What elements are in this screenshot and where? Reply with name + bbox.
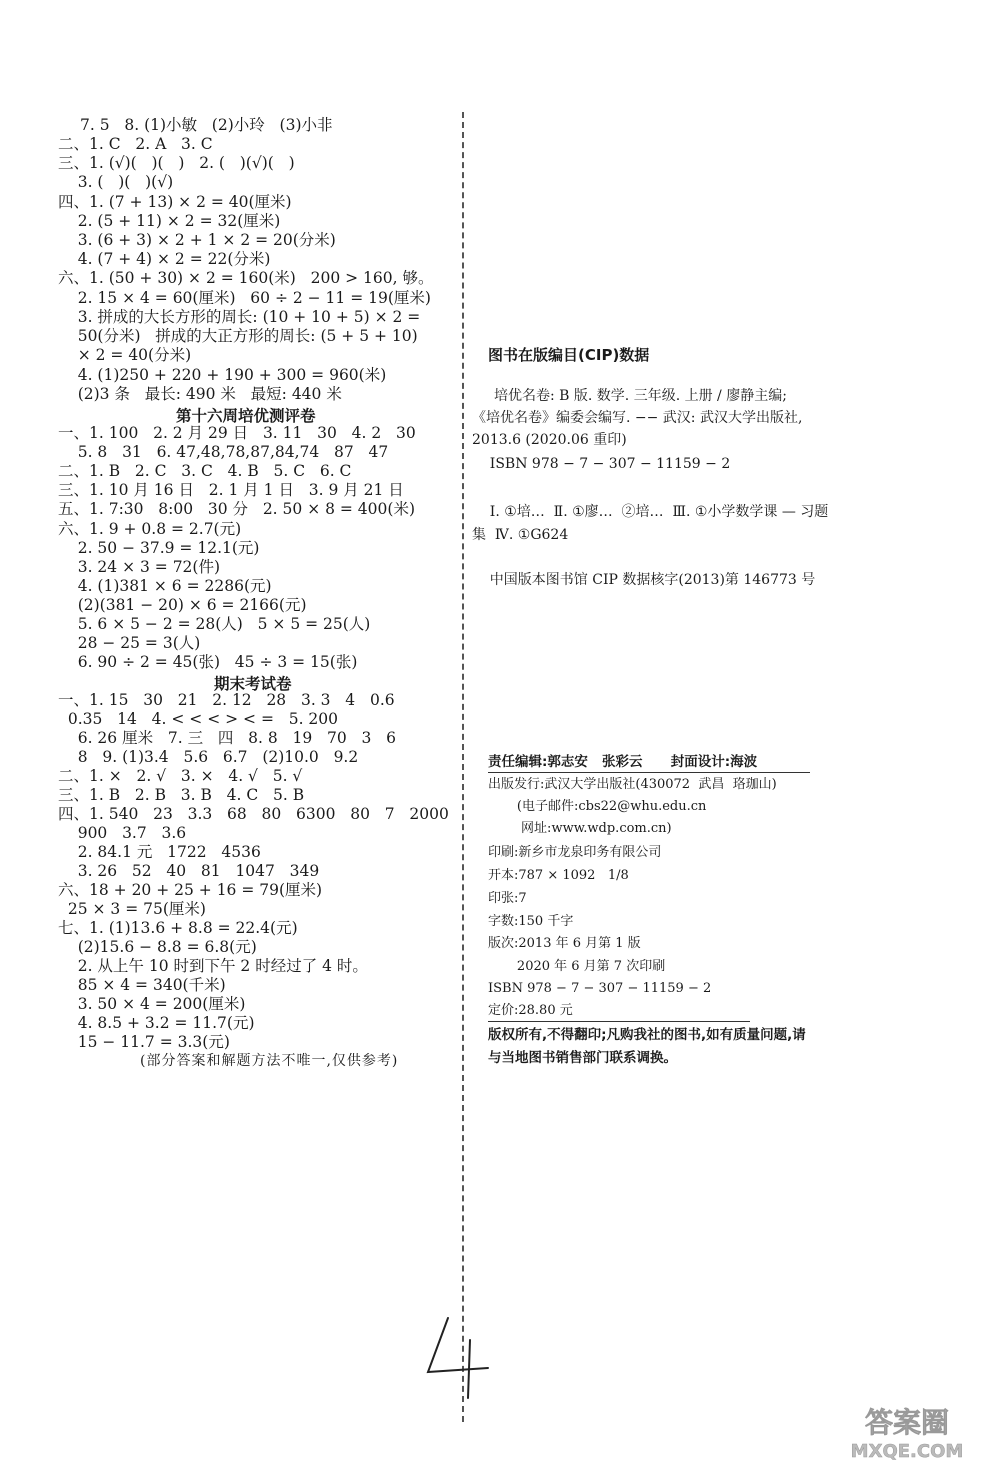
publisher-line: (电子邮件:cbs22@whu.edu.cn xyxy=(488,799,707,814)
section-heading-week16: 第十六周培优测评卷 xyxy=(176,407,316,425)
footnote: (部分答案和解题方法不唯一,仅供参考) xyxy=(140,1053,399,1069)
publisher-line: 出版发行:武汉大学出版社(430072 武昌 珞珈山) xyxy=(488,777,777,792)
answer-line: (2)(381 − 20) × 6 = 2166(元) xyxy=(58,596,307,614)
answer-line: 0.35 14 4. < < < > < = 5. 200 xyxy=(58,710,339,728)
copyright-line: 与当地图书销售部门联系调换。 xyxy=(488,1050,677,1066)
classification-line: Ⅰ. ①培… Ⅱ. ①廖… ②培… Ⅲ. ①小学数学课 — 习题 xyxy=(472,504,829,520)
price-line: 定价:28.80 元 xyxy=(488,1001,750,1022)
answer-line: 六、1. 9 + 0.8 = 2.7(元) xyxy=(58,520,242,538)
answer-line: 7. 5 8. (1)小敏 (2)小玲 (3)小非 xyxy=(80,116,333,134)
answer-line: 2. 84.1 元 1722 4536 xyxy=(58,843,261,861)
publisher-line: 印刷:新乡市龙泉印务有限公司 xyxy=(488,845,662,860)
cip-title: 图书在版编目(CIP)数据 xyxy=(488,346,650,364)
watermark-text-top: 答案圈 xyxy=(864,1406,950,1439)
answer-line: 6. 26 厘米 7. 三 四 8. 8 19 70 3 6 xyxy=(58,729,397,747)
answer-line: 3. ( )( )(√) xyxy=(58,173,174,191)
publisher-line: 2020 年 6 月第 7 次印刷 xyxy=(488,959,666,974)
answer-line: 4. (1)250 + 220 + 190 + 300 = 960(米) xyxy=(58,366,387,384)
publisher-line: 印张:7 xyxy=(488,891,527,906)
answer-line: 四、1. (7 + 13) × 2 = 40(厘米) xyxy=(58,193,292,211)
publisher-line: 版次:2013 年 6 月第 1 版 xyxy=(488,936,641,951)
publisher-line: 开本:787 × 1092 1/8 xyxy=(488,868,629,883)
publisher-line: ISBN 978 − 7 − 307 − 11159 − 2 xyxy=(488,981,712,996)
answer-line: 85 × 4 = 340(千米) xyxy=(58,976,226,994)
answer-line: 4. 8.5 + 3.2 = 11.7(元) xyxy=(58,1014,255,1032)
answer-line: 二、1. × 2. √ 3. × 4. √ 5. √ xyxy=(58,767,303,785)
answer-line: 六、1. (50 + 30) × 2 = 160(米) 200 > 160, 够。 xyxy=(58,269,434,287)
answer-line: 二、1. C 2. A 3. C xyxy=(58,135,213,153)
answer-line: 三、1. B 2. B 3. B 4. C 5. B xyxy=(58,786,305,804)
answer-line: 28 − 25 = 3(人) xyxy=(58,634,201,652)
section-heading-final-exam: 期末考试卷 xyxy=(214,675,292,693)
answer-line: 4. (1)381 × 6 = 2286(元) xyxy=(58,577,272,595)
answer-line: 二、1. B 2. C 3. C 4. B 5. C 6. C xyxy=(58,462,352,480)
answer-line: 六、18 + 20 + 25 + 16 = 79(厘米) xyxy=(58,881,323,899)
answer-line: 15 − 11.7 = 3.3(元) xyxy=(58,1033,230,1051)
cip-line: ISBN 978 − 7 − 307 − 11159 − 2 xyxy=(472,456,731,472)
answer-line: 2. (5 + 11) × 2 = 32(厘米) xyxy=(58,212,281,230)
cip-line: 《培优名卷》编委会编写. −− 武汉: 武汉大学出版社, xyxy=(472,410,803,426)
cip-line: 2013.6 (2020.06 重印) xyxy=(472,432,627,448)
answer-line: 5. 8 31 6. 47,48,78,87,84,74 87 47 xyxy=(58,443,389,461)
answer-line: 3. (6 + 3) × 2 + 1 × 2 = 20(分米) xyxy=(58,231,336,249)
answer-line: 5. 6 × 5 − 2 = 28(人) 5 × 5 = 25(人) xyxy=(58,615,371,633)
answer-line: 6. 90 ÷ 2 = 45(张) 45 ÷ 3 = 15(张) xyxy=(58,653,358,671)
answer-line: 2. 50 − 37.9 = 12.1(元) xyxy=(58,539,260,557)
editor-line: 责任编辑:郭志安 张彩云 封面设计:海波 xyxy=(488,752,810,773)
answer-line: 3. 拼成的大长方形的周长: (10 + 10 + 5) × 2 = xyxy=(58,308,421,326)
answer-line: 四、1. 540 23 3.3 68 80 6300 80 7 2000 xyxy=(58,805,449,823)
answer-line: 2. 15 × 4 = 60(厘米) 60 ÷ 2 − 11 = 19(厘米) xyxy=(58,289,431,307)
cip-record-number: 中国版本图书馆 CIP 数据核字(2013)第 146773 号 xyxy=(472,572,816,588)
answer-line: (2)3 条 最长: 490 米 最短: 440 米 xyxy=(58,385,342,403)
answer-line: 4. (7 + 4) × 2 = 22(分米) xyxy=(58,250,271,268)
publisher-line: 网址:www.wdp.com.cn) xyxy=(488,821,672,836)
answer-line: 一、1. 15 30 21 2. 12 28 3. 3 4 0.6 xyxy=(58,691,395,709)
answer-line: 2. 从上午 10 时到下午 2 时经过了 4 时。 xyxy=(58,957,368,975)
cip-line: 培优名卷: B 版. 数学. 三年级. 上册 / 廖静主编; xyxy=(494,388,787,404)
watermark-text-bottom: MXQE.COM xyxy=(850,1441,964,1462)
answer-line: 3. 26 52 40 81 1047 349 xyxy=(58,862,320,880)
answer-line: 900 3.7 3.6 xyxy=(58,824,187,842)
answer-line: 三、1. 10 月 16 日 2. 1 月 1 日 3. 9 月 21 日 xyxy=(58,481,404,499)
copyright-line: 版权所有,不得翻印;凡购我社的图书,如有质量问题,请 xyxy=(488,1027,806,1043)
answer-line: 3. 24 × 3 = 72(件) xyxy=(58,558,221,576)
answer-line: × 2 = 40(分米) xyxy=(58,346,192,364)
classification-line: 集 Ⅳ. ①G624 xyxy=(472,527,569,543)
watermark-logo xyxy=(832,1402,982,1462)
answer-line: 七、1. (1)13.6 + 8.8 = 22.4(元) xyxy=(58,919,298,937)
publisher-line: 字数:150 千字 xyxy=(488,914,574,929)
answer-line: 一、1. 100 2. 2 月 29 日 3. 11 30 4. 2 30 xyxy=(58,424,416,442)
answer-line: 五、1. 7:30 8:00 30 分 2. 50 × 8 = 400(米) xyxy=(58,500,415,518)
answer-line: 25 × 3 = 75(厘米) xyxy=(58,900,206,918)
answer-line: 3. 50 × 4 = 200(厘米) xyxy=(58,995,246,1013)
answer-line: 50(分米) 拼成的大正方形的周长: (5 + 5 + 10) xyxy=(58,327,418,345)
answer-line: 三、1. (√)( )( ) 2. ( )(√)( ) xyxy=(58,154,295,172)
answer-line: 8 9. (1)3.4 5.6 6.7 (2)10.0 9.2 xyxy=(58,748,359,766)
answer-line: (2)15.6 − 8.8 = 6.8(元) xyxy=(58,938,257,956)
center-dashed-divider xyxy=(462,112,464,1422)
handwritten-page-number xyxy=(420,1310,500,1404)
